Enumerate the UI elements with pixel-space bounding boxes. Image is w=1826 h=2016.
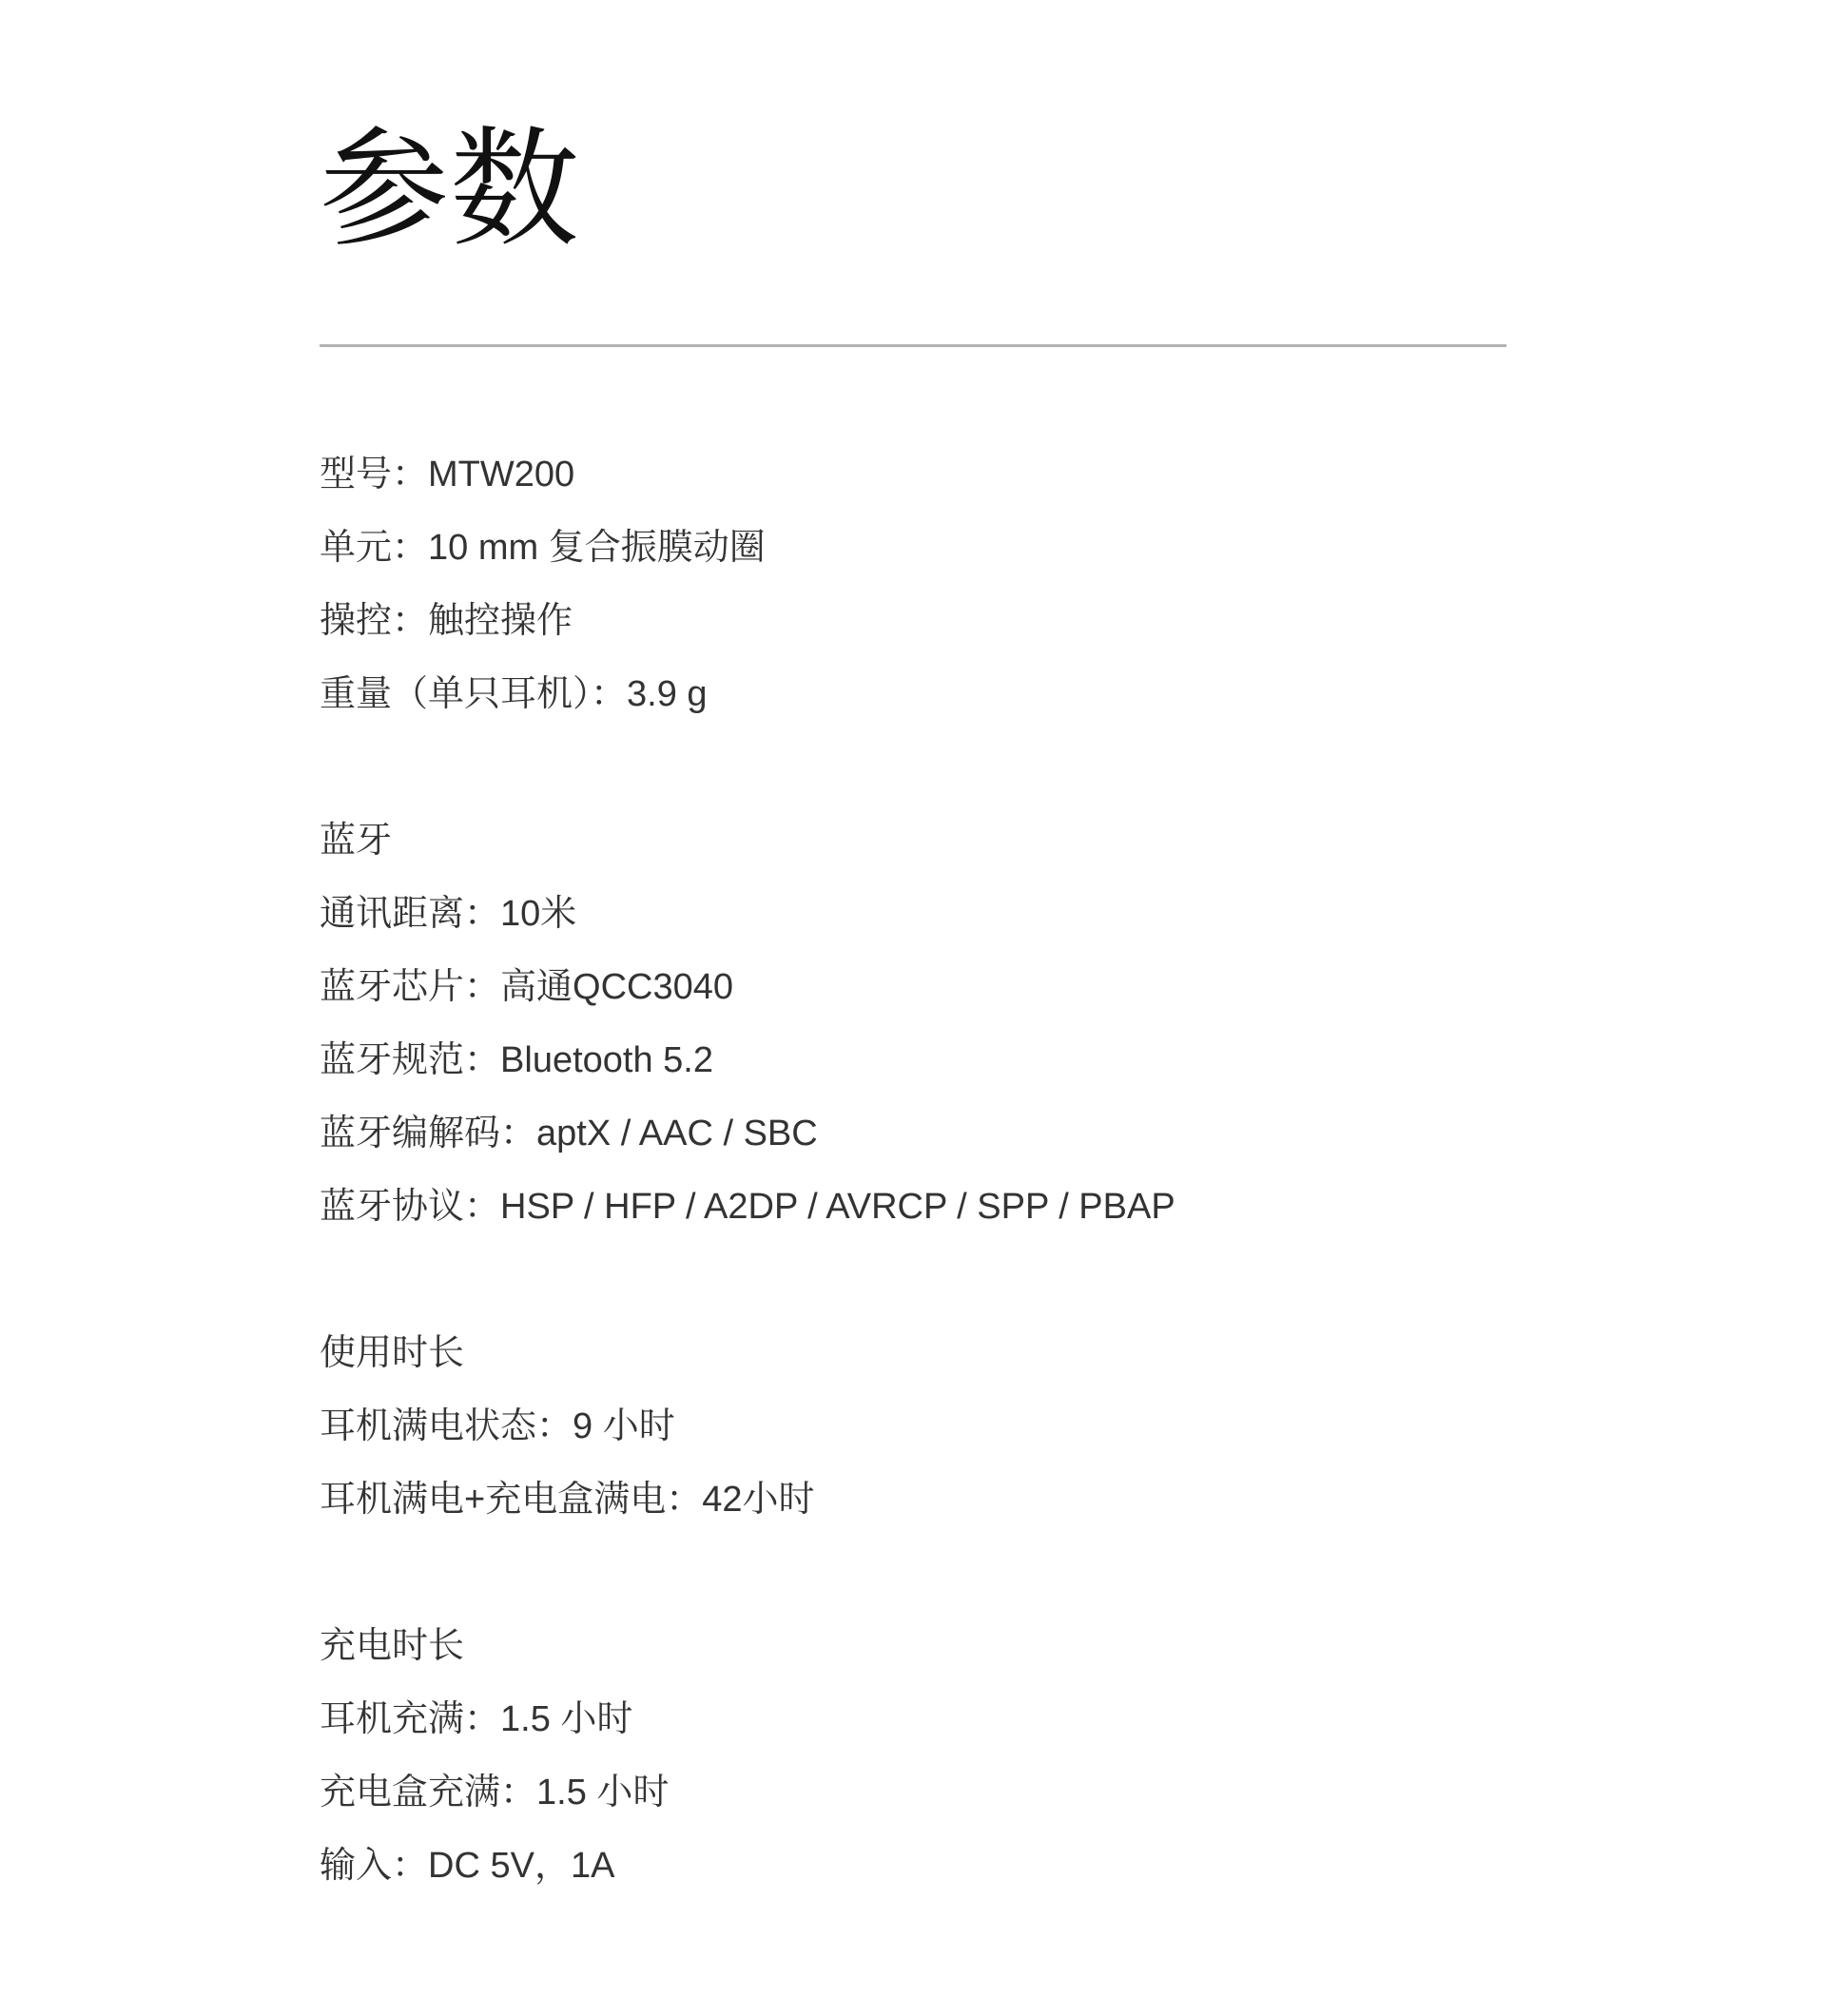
spec-value: HSP / HFP / A2DP / AVRCP / SPP / PBAP [500,1186,1175,1227]
spec-colon: ： [392,600,429,641]
spec-group [320,438,1506,731]
spec-colon: ： [591,673,628,714]
spec-value: Bluetooth 5.2 [500,1039,713,1080]
spec-row [320,512,1506,585]
spec-colon: ： [464,1698,501,1739]
page-title: 参数 [320,117,580,262]
spec-label: 输入 [320,1845,393,1886]
spec-list [320,438,1506,1903]
spec-group-heading: 蓝牙 [320,820,393,861]
spec-label: 耳机充满 [320,1698,465,1739]
spec-row [320,1756,1506,1830]
spec-value: MTW200 [428,454,575,494]
spec-row [320,1024,1506,1097]
spec-row [320,585,1506,658]
spec-row [320,1464,1506,1537]
spec-label: 操控 [320,600,393,641]
spec-group [320,1610,1506,1903]
spec-label: 通讯距离 [320,893,465,934]
spec-group-heading: 充电时长 [320,1625,465,1666]
spec-colon: ： [392,527,429,568]
spec-label: 充电盒充满 [320,1772,501,1812]
spec-label: 蓝牙编解码 [320,1113,501,1153]
spec-row [320,1830,1506,1903]
spec-value: 1.5 小时 [536,1772,670,1812]
spec-row [320,878,1506,951]
spec-value: 9 小时 [573,1405,675,1446]
spec-colon: ： [464,893,501,934]
spec-label: 重量（单只耳机） [320,673,592,714]
spec-label: 蓝牙芯片 [320,966,465,1007]
spec-row [320,1171,1506,1244]
spec-colon: ： [392,1845,429,1886]
spec-value: aptX / AAC / SBC [536,1113,818,1153]
spec-label: 蓝牙规范 [320,1039,465,1080]
spec-label: 单元 [320,527,393,568]
spec-label: 耳机满电+充电盒满电 [320,1479,667,1520]
spec-group [320,1317,1506,1537]
spec-page [320,0,1506,1903]
spec-row [320,1683,1506,1756]
spec-colon: ： [500,1772,537,1812]
spec-label: 蓝牙协议 [320,1186,465,1227]
spec-row [320,1390,1506,1464]
spec-value: 42小时 [702,1479,815,1520]
title-divider [320,344,1506,347]
spec-value: 10米 [500,893,577,934]
spec-value: 触控操作 [428,600,573,641]
spec-row [320,1097,1506,1171]
spec-colon: ： [392,454,429,494]
spec-colon: ： [666,1479,703,1520]
spec-label: 型号 [320,454,393,494]
spec-group [320,804,1506,1244]
spec-group-heading: 使用时长 [320,1332,465,1373]
spec-row [320,658,1506,731]
spec-colon: ： [500,1113,537,1153]
spec-colon: ： [464,1039,501,1080]
spec-value: 10 mm 复合振膜动圈 [428,527,766,568]
spec-value: 高通QCC3040 [500,966,734,1007]
spec-colon: ： [464,1186,501,1227]
spec-value: DC 5V，1A [428,1845,615,1886]
spec-colon: ： [464,966,501,1007]
spec-label: 耳机满电状态 [320,1405,537,1446]
spec-value: 3.9 g [627,673,708,714]
spec-value: 1.5 小时 [500,1698,633,1739]
spec-colon: ： [536,1405,573,1446]
spec-row [320,438,1506,512]
spec-row [320,951,1506,1024]
